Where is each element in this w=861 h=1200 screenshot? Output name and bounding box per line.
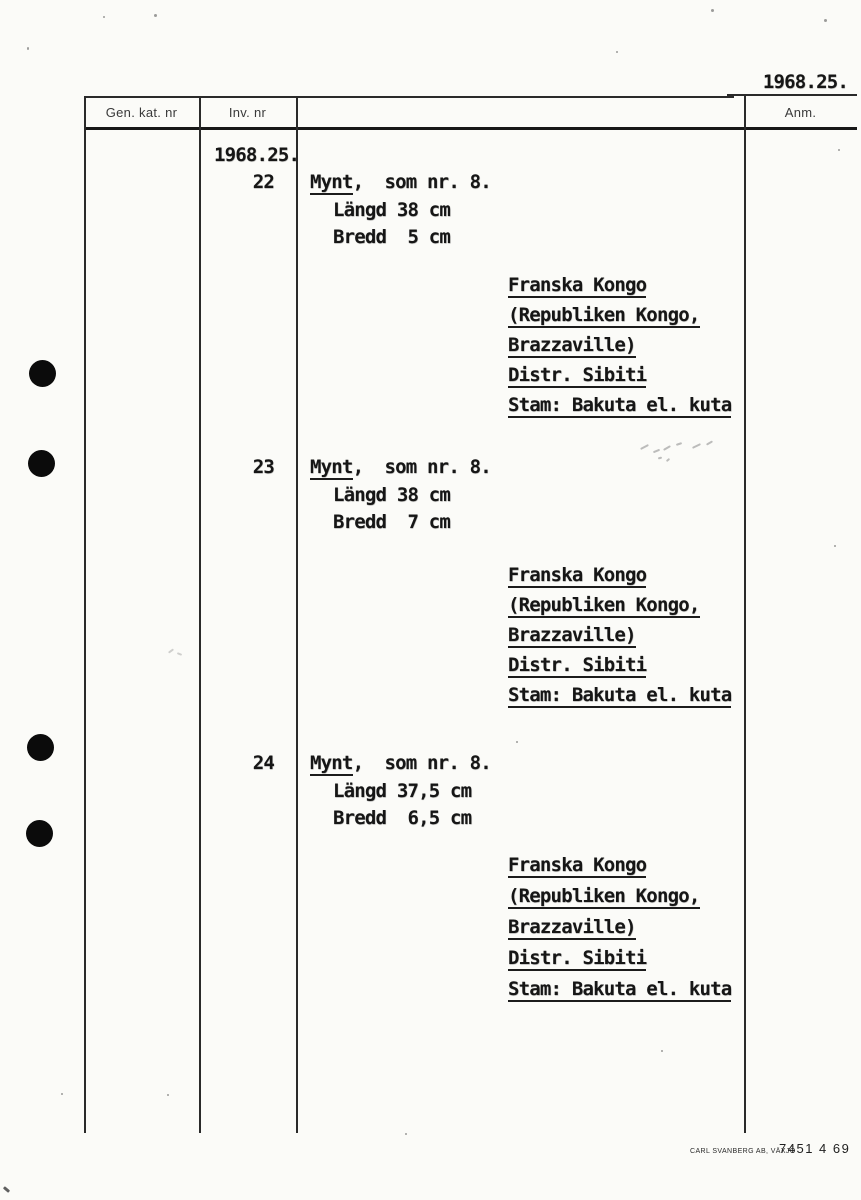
hole-punch xyxy=(28,450,55,477)
table-left-border xyxy=(84,96,86,1133)
printer-imprint: CARL SVANBERG AB, VÄXJÖ xyxy=(690,1148,796,1155)
location-line: Brazzaville) xyxy=(508,624,636,646)
entry-object-line xyxy=(310,171,491,193)
pencil-scribble xyxy=(706,440,713,445)
hole-punch xyxy=(26,820,53,847)
corner-ink-mark xyxy=(3,1186,10,1193)
pencil-scribble xyxy=(653,449,660,453)
page-number: 1968.25. xyxy=(762,71,848,93)
pencil-scribble xyxy=(658,457,662,460)
column-divider-inv-main xyxy=(296,96,298,1133)
hole-punch xyxy=(29,360,56,387)
location-line: Stam: Bakuta el. kuta xyxy=(508,684,732,706)
entry-location-block xyxy=(508,854,731,1000)
scan-speck xyxy=(154,14,157,17)
entry-object-name: Mynt xyxy=(310,171,353,193)
location-line: Distr. Sibiti xyxy=(508,947,647,969)
page-number-underline xyxy=(727,94,857,96)
entry-object-note: , som nr. 8. xyxy=(352,752,491,774)
table-top-border xyxy=(84,96,734,98)
entry-inv-nr: 22 xyxy=(252,171,274,193)
scan-speck xyxy=(167,1094,169,1096)
scan-speck xyxy=(405,1133,407,1135)
location-line: (Republiken Kongo, xyxy=(508,594,700,616)
inventory-year: 1968.25. xyxy=(214,144,300,166)
entry-dimension-length: Längd 37,5 cm xyxy=(333,780,472,802)
entry-object-note: , som nr. 8. xyxy=(352,171,491,193)
entry-object-note: , som nr. 8. xyxy=(352,456,491,478)
column-header-gen-kat-nr: Gen. kat. nr xyxy=(105,105,178,120)
entry-object-name: Mynt xyxy=(310,752,353,774)
entry-location-block xyxy=(508,274,731,416)
scan-speck xyxy=(661,1050,663,1052)
location-line: Brazzaville) xyxy=(508,334,636,356)
column-divider-main-anm xyxy=(744,96,746,1133)
scan-speck xyxy=(834,545,836,547)
entry-inv-nr: 24 xyxy=(252,752,274,774)
scan-speck xyxy=(616,51,618,53)
pencil-mark xyxy=(168,648,174,653)
scan-speck xyxy=(103,16,105,18)
location-line: Stam: Bakuta el. kuta xyxy=(508,394,732,416)
hole-punch xyxy=(27,734,54,761)
entry-object-line xyxy=(310,752,491,774)
entry-location-block xyxy=(508,564,731,706)
scan-speck xyxy=(824,19,827,22)
entry-dimension-width: Bredd 5 cm xyxy=(333,226,451,248)
scan-speck xyxy=(61,1093,63,1095)
pencil-scribble xyxy=(676,442,682,446)
column-header-inv-nr: Inv. nr xyxy=(228,105,267,120)
location-line: (Republiken Kongo, xyxy=(508,885,700,907)
entry-dimension-length: Längd 38 cm xyxy=(333,199,451,221)
scan-speck xyxy=(516,741,518,743)
column-divider-genkat-inv xyxy=(199,96,201,1133)
entry-dimension-length: Längd 38 cm xyxy=(333,484,451,506)
entry-object-name: Mynt xyxy=(310,456,353,478)
scan-speck xyxy=(27,47,29,50)
pencil-scribble xyxy=(663,445,671,451)
location-line: Franska Kongo xyxy=(508,564,647,586)
scan-speck xyxy=(838,149,840,151)
printer-imprint-code: 7451 4 69 xyxy=(779,1141,851,1156)
entry-object-line xyxy=(310,456,491,478)
location-line: Stam: Bakuta el. kuta xyxy=(508,978,732,1000)
location-line: (Republiken Kongo, xyxy=(508,304,700,326)
entry-inv-nr: 23 xyxy=(252,456,274,478)
entry-dimension-width: Bredd 6,5 cm xyxy=(333,807,472,829)
pencil-mark xyxy=(177,652,182,656)
pencil-scribble xyxy=(666,458,670,462)
column-header-anm: Anm. xyxy=(784,105,817,120)
location-line: Franska Kongo xyxy=(508,274,647,296)
scan-speck xyxy=(711,9,714,12)
location-line: Brazzaville) xyxy=(508,916,636,938)
pencil-scribble xyxy=(640,444,649,450)
pencil-scribble xyxy=(692,443,701,449)
location-line: Distr. Sibiti xyxy=(508,654,647,676)
entry-dimension-width: Bredd 7 cm xyxy=(333,511,451,533)
location-line: Distr. Sibiti xyxy=(508,364,647,386)
location-line: Franska Kongo xyxy=(508,854,647,876)
